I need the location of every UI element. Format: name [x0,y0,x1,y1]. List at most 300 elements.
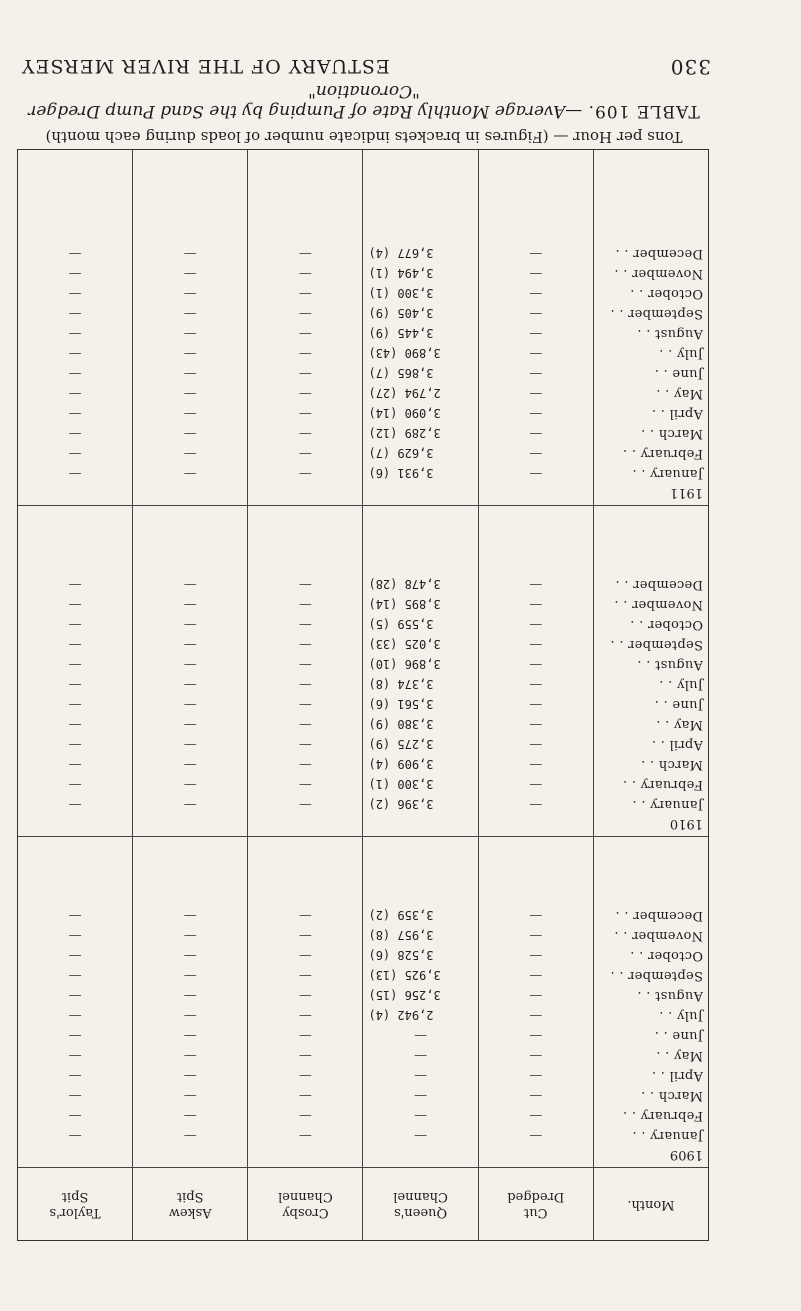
year-label [368,1145,472,1163]
year-label [138,483,242,501]
table-row [484,443,588,463]
data-table [17,149,709,1241]
bracket-note: (Figures in brackets indicate number of loads during each month) [45,128,549,146]
value-cell: — [529,717,543,732]
value-cell: — [298,466,312,481]
table-row [23,463,127,483]
table-row [253,323,357,343]
year-label [23,483,127,501]
table-row [368,1025,472,1045]
value-cell: — [183,597,197,612]
table-row [138,985,242,1005]
year-block [363,150,477,505]
value-cell: — [68,386,82,401]
table-row [23,1005,127,1025]
value-cell: — [529,306,543,321]
value-cell: — [68,1028,82,1043]
value-cell: 3,559 (5) [368,617,434,631]
month-cell: October . . [629,948,703,963]
table-row [599,283,703,303]
table-row [484,1045,588,1065]
column-header [594,1167,708,1240]
table-row [368,925,472,945]
table-row [138,363,242,383]
value-cell: — [298,366,312,381]
table-row [138,634,242,654]
table-row [23,383,127,403]
value-cell: — [414,1088,428,1103]
table-row [599,794,703,814]
value-cell: 3,677 (4) [368,246,434,260]
table-row [138,925,242,945]
table-row [253,654,357,674]
value-cell: — [298,677,312,692]
table-row [253,945,357,965]
table-row [138,1005,242,1025]
value-cell: — [298,657,312,672]
table-row [368,734,472,754]
table-row [253,423,357,443]
table-row [368,614,472,634]
month-cell: February . . [622,1108,703,1123]
table-row [599,343,703,363]
table-row [23,654,127,674]
value-cell: — [298,1048,312,1063]
value-cell: — [298,1088,312,1103]
table-row [253,1085,357,1105]
value-cell: — [529,908,543,923]
table-row [138,1045,242,1065]
table-row [484,634,588,654]
table-row [368,574,472,594]
value-cell: — [529,1128,543,1143]
table-row [484,674,588,694]
table-row [368,1085,472,1105]
value-cell: — [298,968,312,983]
table-row [253,734,357,754]
year-label [484,1145,588,1163]
year-block [133,836,247,1167]
table-row [138,463,242,483]
table-row [599,1025,703,1045]
table-row [368,343,472,363]
table-row [484,734,588,754]
table-row [23,634,127,654]
value-cell: — [183,446,197,461]
table-row [23,674,127,694]
table-row [484,714,588,734]
table-caption [19,81,709,121]
value-cell: 3,909 (4) [368,757,434,771]
value-cell: — [529,1068,543,1083]
table-row [484,574,588,594]
table-row [253,634,357,654]
year-label: 1911 [669,485,703,500]
table-row [23,794,127,814]
value-cell: — [68,286,82,301]
value-cell: 3,629 (7) [368,446,434,460]
table-row [23,1065,127,1085]
value-cell: — [529,1028,543,1043]
table-row [599,714,703,734]
year-block [18,150,132,505]
table-row [368,794,472,814]
value-cell: — [529,617,543,632]
table-row [484,1085,588,1105]
table-row [599,1125,703,1145]
table-row [253,263,357,283]
month-cell: May . . [655,1048,703,1063]
table-row [138,423,242,443]
table-row [484,614,588,634]
value-cell: — [298,988,312,1003]
table-row [138,714,242,734]
month-cell: August . . [637,657,703,672]
table-row [253,463,357,483]
value-cell: — [183,968,197,983]
value-cell: — [183,657,197,672]
value-cell: — [298,426,312,441]
year-label [23,814,127,832]
year-block [18,505,132,836]
value-cell: — [68,1068,82,1083]
table-row [23,1025,127,1045]
value-cell: 3,090 (14) [368,406,441,420]
value-cell: — [298,617,312,632]
year-label: 1909 [669,1147,703,1162]
table-row [23,1045,127,1065]
table-row [138,734,242,754]
table-row [138,754,242,774]
year-block [363,505,477,836]
value-cell: — [298,1108,312,1123]
value-cell: — [298,306,312,321]
table-row [368,283,472,303]
value-cell: — [68,908,82,923]
value-cell: 3,925 (13) [368,968,441,982]
table-row [23,1105,127,1125]
table-row [599,925,703,945]
table-row [599,403,703,423]
table-row [599,674,703,694]
tons-per-hour: Tons per Hour [573,128,683,146]
month-cell: June . . [654,366,703,381]
value-cell: 3,561 (6) [368,697,434,711]
column-header [133,1167,247,1240]
month-cell: December . . [615,577,703,592]
month-cell: August . . [637,988,703,1003]
table-row [368,714,472,734]
value-cell: — [68,577,82,592]
value-cell: — [68,406,82,421]
table-row [368,594,472,614]
table-row [368,1045,472,1065]
month-cell: December . . [615,908,703,923]
value-cell: — [68,797,82,812]
table-row [599,1005,703,1025]
month-cell: July . . [658,1008,703,1023]
month-cell: July . . [658,677,703,692]
value-cell: — [183,908,197,923]
value-cell: — [68,968,82,983]
value-cell: — [183,637,197,652]
table-row [23,323,127,343]
month-cell: October . . [629,617,703,632]
value-cell: — [529,757,543,772]
value-cell: — [68,988,82,1003]
table-row [23,774,127,794]
value-cell: — [298,928,312,943]
value-cell: — [298,577,312,592]
value-cell: — [298,266,312,281]
value-cell: — [183,326,197,341]
table-row [23,574,127,594]
value-cell: — [183,577,197,592]
value-cell: 3,896 (10) [368,657,441,671]
value-cell: — [183,757,197,772]
table-row [253,965,357,985]
table-row [23,694,127,714]
value-cell: — [183,286,197,301]
month-cell: March . . [640,757,703,772]
value-cell: — [183,797,197,812]
year-label [368,483,472,501]
table-row [599,754,703,774]
month-cell: November . . [614,266,703,281]
table-row [484,363,588,383]
table-row [138,945,242,965]
column-header-line: Queen's [394,1205,448,1220]
value-cell: — [298,1028,312,1043]
value-cell: 3,445 (9) [368,326,434,340]
table-column-4 [132,150,247,1240]
value-cell: 3,256 (15) [368,988,441,1002]
table-row [484,403,588,423]
year-block [594,836,708,1167]
year-block [594,150,708,505]
value-cell: 3,359 (2) [368,908,434,922]
table-row [599,303,703,323]
month-cell: January . . [632,466,703,481]
table-title: —Average Monthly Rate of Pumping by the Sand Pump Dredger "Coronation" [28,81,583,121]
column-header-line: Taylor's [49,1205,101,1220]
year-label [253,814,357,832]
table-row [23,403,127,423]
value-cell: — [529,386,543,401]
column-header [479,1167,593,1240]
table-row [138,383,242,403]
table-row [253,1065,357,1085]
table-label: TABLE 109. [587,101,700,121]
year-block [18,836,132,1167]
table-row [138,614,242,634]
value-cell: — [298,908,312,923]
table-row [253,754,357,774]
value-cell: 3,300 (1) [368,777,434,791]
table-row [599,734,703,754]
value-cell: — [68,466,82,481]
table-row [368,654,472,674]
value-cell: 3,528 (6) [368,948,434,962]
column-header-line: Askew [168,1205,212,1220]
table-row [138,674,242,694]
table-row [368,463,472,483]
table-row [484,965,588,985]
value-cell: — [414,1128,428,1143]
value-cell: — [68,326,82,341]
column-header [248,1167,362,1240]
value-cell: — [68,246,82,261]
table-row [138,574,242,594]
value-cell: — [68,1008,82,1023]
table-row [138,905,242,925]
table-row [23,945,127,965]
table-column-2 [362,150,477,1240]
month-cell: July . . [658,346,703,361]
table-row [484,1065,588,1085]
table-row [23,303,127,323]
value-cell: — [529,326,543,341]
table-row [253,303,357,323]
table-row [599,694,703,714]
table-row [368,303,472,323]
value-cell: — [298,737,312,752]
table-row [138,1085,242,1105]
column-header-line: Channel [393,1189,448,1204]
table-row [484,383,588,403]
year-label [368,814,472,832]
table-row [23,985,127,1005]
value-cell: — [68,1128,82,1143]
month-cell: September . . [610,306,703,321]
value-cell: — [298,717,312,732]
value-cell: — [183,1008,197,1023]
table-row [484,1105,588,1125]
value-cell: — [529,1108,543,1123]
month-cell: April . . [651,406,703,421]
table-row [23,263,127,283]
table-row [599,463,703,483]
year-block [133,505,247,836]
value-cell: — [529,1048,543,1063]
table-row [599,383,703,403]
month-cell: April . . [651,737,703,752]
table-row [23,243,127,263]
table-row [23,363,127,383]
value-cell: — [529,1008,543,1023]
table-row [484,463,588,483]
year-block [594,505,708,836]
table-row [138,594,242,614]
column-header [363,1167,477,1240]
value-cell: — [183,1028,197,1043]
table-row [484,303,588,323]
value-cell: — [414,1048,428,1063]
value-cell: — [183,386,197,401]
table-row [253,1045,357,1065]
table-row [138,1105,242,1125]
table-row [368,674,472,694]
value-cell: — [529,446,543,461]
table-row [23,754,127,774]
value-cell: 3,374 (8) [368,677,434,691]
table-row [368,323,472,343]
year-label [253,483,357,501]
year-block [133,150,247,505]
table-row [368,1005,472,1025]
month-cell: April . . [651,1068,703,1083]
table-row [484,905,588,925]
table-row [253,403,357,423]
month-cell: June . . [654,1028,703,1043]
column-header-line: Crosby [282,1205,329,1220]
value-cell: — [183,426,197,441]
table-row [253,694,357,714]
table-row [484,985,588,1005]
value-cell: — [68,717,82,732]
table-row [599,1045,703,1065]
value-cell: 3,494 (1) [368,266,434,280]
table-row [599,1065,703,1085]
value-cell: — [68,426,82,441]
table-row [138,654,242,674]
table-subcaption: Tons per Hour — (Figures in brackets indicate number of loads during each month) [45,128,683,146]
table-row [138,1065,242,1085]
table-row [484,1025,588,1045]
value-cell: — [68,737,82,752]
table-row [138,303,242,323]
value-cell: — [68,697,82,712]
month-cell: December . . [615,246,703,261]
value-cell: — [529,266,543,281]
table-row [484,945,588,965]
table-row [368,1125,472,1145]
table-row [484,343,588,363]
table-row [599,614,703,634]
value-cell: — [298,386,312,401]
table-row [368,263,472,283]
value-cell: — [68,928,82,943]
year-label [138,1145,242,1163]
year-block [248,505,362,836]
table-row [599,574,703,594]
value-cell: — [68,757,82,772]
table-row [368,774,472,794]
table-row [253,674,357,694]
column-header-line: Month. [627,1197,675,1212]
value-cell: — [298,597,312,612]
value-cell: — [529,968,543,983]
table-row [368,634,472,654]
year-block [479,150,593,505]
table-row [368,363,472,383]
value-cell: — [529,777,543,792]
value-cell: — [183,406,197,421]
year-block [248,150,362,505]
value-cell: — [529,657,543,672]
table-row [253,925,357,945]
value-cell: — [529,988,543,1003]
month-cell: February . . [622,446,703,461]
table-row [138,694,242,714]
table-row [253,443,357,463]
table-row [599,423,703,443]
year-label [484,483,588,501]
table-row [138,965,242,985]
value-cell: — [68,677,82,692]
table-row [253,774,357,794]
value-cell: — [529,677,543,692]
